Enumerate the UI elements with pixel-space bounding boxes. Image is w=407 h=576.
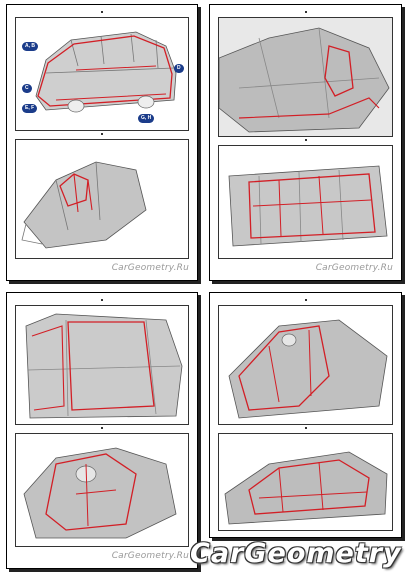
car-body-side-illustration <box>16 18 188 130</box>
wheelhouse-illustration <box>16 434 188 546</box>
page-3 <box>6 292 198 569</box>
callout-d: D <box>174 64 184 73</box>
brand-logo: CarGeometry <box>190 538 402 569</box>
floor-structure-illustration <box>219 146 392 258</box>
panel-rear-opening-view <box>15 305 189 425</box>
page-marker <box>101 299 103 301</box>
panel-floor-panel-detail <box>218 145 393 259</box>
page-marker <box>305 299 307 301</box>
panel-full-body-view <box>15 17 189 131</box>
panel-front-pillar-inner-detail <box>218 305 393 425</box>
panel-front-left-detail <box>15 139 189 259</box>
callout-ef: E, F <box>22 104 37 113</box>
page-4 <box>209 292 402 538</box>
watermark: CarGeometry.Ru <box>111 263 189 273</box>
callout-ab: A, B <box>22 42 38 51</box>
watermark: CarGeometry.Ru <box>111 551 189 561</box>
page-marker <box>305 11 307 13</box>
panel-rear-wheelhouse-detail <box>15 433 189 547</box>
callout-gh: G, H <box>138 114 154 123</box>
page-marker <box>101 11 103 13</box>
watermark: CarGeometry.Ru <box>315 263 393 273</box>
sill-illustration <box>219 434 392 530</box>
page-marker <box>305 139 307 141</box>
panel-rear-pillar-detail <box>218 17 393 137</box>
page-marker <box>101 427 103 429</box>
callout-c: C <box>22 84 32 93</box>
rear-body-illustration <box>16 306 188 424</box>
page-2 <box>209 4 402 281</box>
rear-pillar-illustration <box>219 18 392 136</box>
pillar-inner-illustration <box>219 306 392 424</box>
page-marker <box>101 133 103 135</box>
front-structure-illustration <box>16 140 188 258</box>
panel-rocker-sill-detail <box>218 433 393 531</box>
page-marker <box>305 427 307 429</box>
page-1 <box>6 4 198 281</box>
